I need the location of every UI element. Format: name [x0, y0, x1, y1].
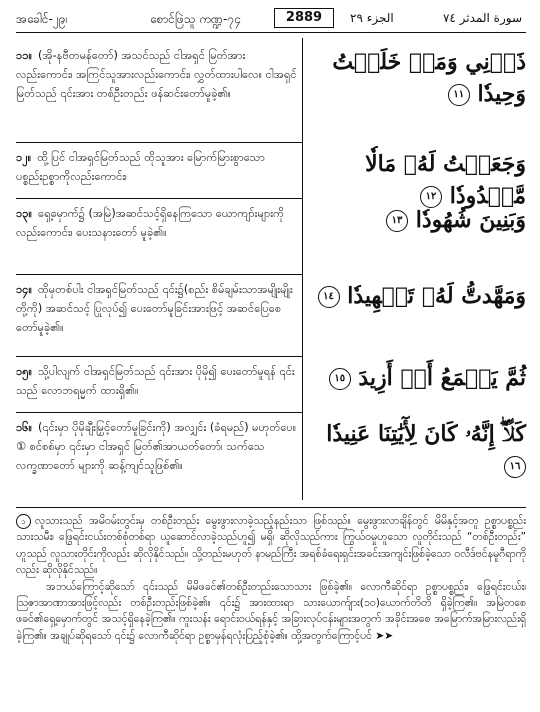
- ayah-number-mark: ١١: [448, 84, 470, 106]
- arabic-text: وَجَعَلۡتُ لَهُۥ مَالٗا مَّمۡدُودٗا: [365, 151, 526, 209]
- translation-text: (အို-နဗီတမန်တော်) အသင်သည် ငါအရှင် မြတ်အားလည်းကောင်း၊ အကြင်သူအားလည်းကောင်း၊ လွှတ်ထားပါလေ။ ငါအရှင်မြတ်သည် ၎င်းအား တစ်ဦးတည်း ဖန်ဆင်းတော်မူခဲ့၏။: [16, 49, 297, 100]
- verse-translation: [16, 46, 298, 103]
- ayah-number-mark: ١٢: [420, 186, 442, 208]
- footnote-paragraph: [16, 579, 526, 645]
- verse-separator: [16, 356, 302, 357]
- verse-arabic: [310, 204, 526, 236]
- verse-translation: [16, 280, 298, 337]
- verse-number: ၁၁။: [16, 49, 32, 62]
- column-divider: [302, 38, 303, 500]
- footnote-divider: [16, 507, 526, 508]
- verse-number: ၁၅။: [16, 365, 32, 378]
- header-divider: [16, 32, 526, 33]
- footnote-text: အဘယ်ကြောင့်ဆိုသော် ၎င်းသည် မိမိဖခင်၏တစ်ဦးတည်းသောသား ဖြစ်ခဲ့၏။ လောကီဆိုင်ရာ ဥစ္စာပစ္စည်း၊ ဖြွေရင်းငယ်း၊ ဩဇာအာဏာအားဖြင့်လည်း တစ်ဦးတည်းဖြစ်ခဲ့၏။ ၎င်း၌ အားထားရာ သားယောက်ျား(၁၀)ယောက်တိတိ ရှိခဲ့ကြ၏။ အမြဲတစေ ဖခင်၏ရှေ့မှောက်တွင် အသင့်ရှိနေခဲ့ကြ၏။ ကူးသန်း ရောင်းဝယ်ရန်နှင့် အခြားလုပ်ငန်းများအတွက် အခိုင်းအစေ အမြောက်အမြားလည်းရှိခဲ့ကြ၏။ အချုပ်ဆိုရသော် ၎င်း၌ လောကီဆိုင်ရာ ဥစ္စာမှန်ရလုံးပြည့်စုံခဲ့၏။ ထို့အတွက်ကြောင့်ပင်: [16, 580, 526, 642]
- footnote-paragraph: [16, 513, 526, 579]
- page-number-box: 2889: [274, 8, 334, 28]
- verse-arabic: [310, 280, 526, 312]
- arabic-text: ذَرۡنِي وَمَنۡ خَلَقۡتُ وَحِيدٗا: [332, 49, 526, 107]
- header-surah-label-myanmar: စောင်ဖြဲသူ ကဏ္ဍ-၇၄: [150, 12, 241, 26]
- verse-number: ၁၂။: [16, 151, 32, 164]
- footnotes-section: [16, 513, 526, 644]
- translation-text: ထိုမှတစ်ပါး ငါအရှင်မြတ်သည် ၎င်း၌(စည်း စိမ်ချမ်းသာအမျိုးမျိုးတို့ကို) အဆင်သင့် ပြုလုပ်၍ ပေးတော်မူခြင်းအားဖြင့် အဆင်ပြေစေတော်မူခဲ့၏။: [16, 283, 293, 334]
- arabic-text: وَمَهَّدتُّ لَهُۥ تَمۡهِيدٗا: [347, 283, 526, 309]
- ayah-number-mark: ١٣: [386, 210, 408, 232]
- verse-number: ၁၄။: [16, 283, 32, 296]
- translation-text: သို့ပါလျက် ငါအရှင်မြတ်သည် ၎င်းအား ပိုမို၍ ပေးတော်မူရန် ၎င်းသည် လောဘရမ္မက် ထားရှိ၏။: [16, 365, 295, 397]
- ayah-number-mark: ١٦: [504, 456, 526, 478]
- verse-translation: [16, 204, 298, 242]
- translation-text: ထို့ပြင် ငါအရှင်မြတ်သည် ထိုသူအား မြောက်မြားစွာသော ပစ္စည်းဥစ္စာကိုလည်းကောင်း၊: [16, 151, 265, 183]
- arabic-text: وَبَنِينَ شُهُودٗا: [415, 207, 526, 233]
- footnote-mark: ၁: [16, 514, 31, 529]
- continue-arrow-icon: ➤➤: [375, 629, 394, 642]
- verse-number: ၁၃။: [16, 207, 32, 220]
- page-header: [12, 8, 528, 30]
- arabic-text: كَلَّآۖ إِنَّهُۥ كَانَ لِأٓيَٰتِنَا عَنِيدٗا: [326, 421, 526, 447]
- verse-separator: [16, 274, 302, 275]
- ayah-number-mark: ١٤: [318, 286, 340, 308]
- verse-translation: [16, 362, 298, 400]
- verse-translation: [16, 148, 298, 186]
- ayah-number-mark: ١٥: [329, 368, 351, 390]
- verse-separator: [16, 198, 302, 199]
- header-surah-label-arabic: سورة المدثر ٧٤: [442, 11, 522, 25]
- header-part-label: အခေါင်-၂၉၊: [16, 12, 68, 26]
- verse-arabic: [310, 46, 526, 110]
- arabic-text: ثُمَّ يَطۡمَعُ أَنۡ أَزِيدَ: [358, 365, 526, 391]
- translation-text: ရှေ့မှောက်၌ (အမြဲ)အဆင်သင့်ရှိနေကြသော ယောကျာ်းများကိုလည်းကောင်း၊ ပေးသနားတော် မူခဲ့၏။: [16, 207, 285, 239]
- verse-arabic: [310, 418, 526, 482]
- verse-separator: [16, 142, 302, 143]
- verse-arabic: [310, 148, 526, 212]
- verse-number: ၁၆။: [16, 421, 32, 434]
- translation-text: (၎င်းမှာ ပိုမိုချီးမြှင့်တော်မူခြင်းကို) အလျှင်း (ခံရမည်) မဟုတ်ပေ။ ① စင်စစ်မှာ ၎င်းမှာ ငါအရှင် မြတ်၏အာယတ်တော်၊ သက်သေလက္ခဏာတော် များကို ဆန့်ကျင်သူဖြစ်၏။: [16, 421, 297, 472]
- verse-arabic: [310, 362, 526, 394]
- verse-separator: [16, 412, 302, 413]
- footnote-text: လူသားသည် အမိဝမ်းတွင်းမှ တစ်ဦးတည်း မွေးဖွားလာခဲ့သည့်နည်းသာ ဖြစ်သည်။ မွေးဖွားလာချိန်တွင် မိမိနှင့်အတူ ဥစ္စာပစ္စည်း သားသမီး၊ ဖြွေရင်းငယ်းတစ်စုံတစ်ရာ ယူဆောင်လာခဲ့သည်ဟူ၍ မရှိ၊ ဆိုလိုသည်ကား ကြွယ်ဝမှုဟူသော လူတိုင်းသည် “တစ်ဦးတည်း” ဟူသည် လူသားတိုင်းကိုလည်း ဆိုလိုနိုင်သည်။ သို့တည်းမဟုတ် နာမည်ကြီး အရစ်ခံရေးရှင်းအခင်းအကျင်းဖြစ်ခဲ့သော ဝလီဒ်ဗင်နမူဂီရာကိုလည်း ဆိုလိုနိုင်သည်။: [16, 515, 526, 577]
- header-juz-label: الجزء ٢٩: [350, 11, 394, 25]
- verse-translation: [16, 418, 298, 475]
